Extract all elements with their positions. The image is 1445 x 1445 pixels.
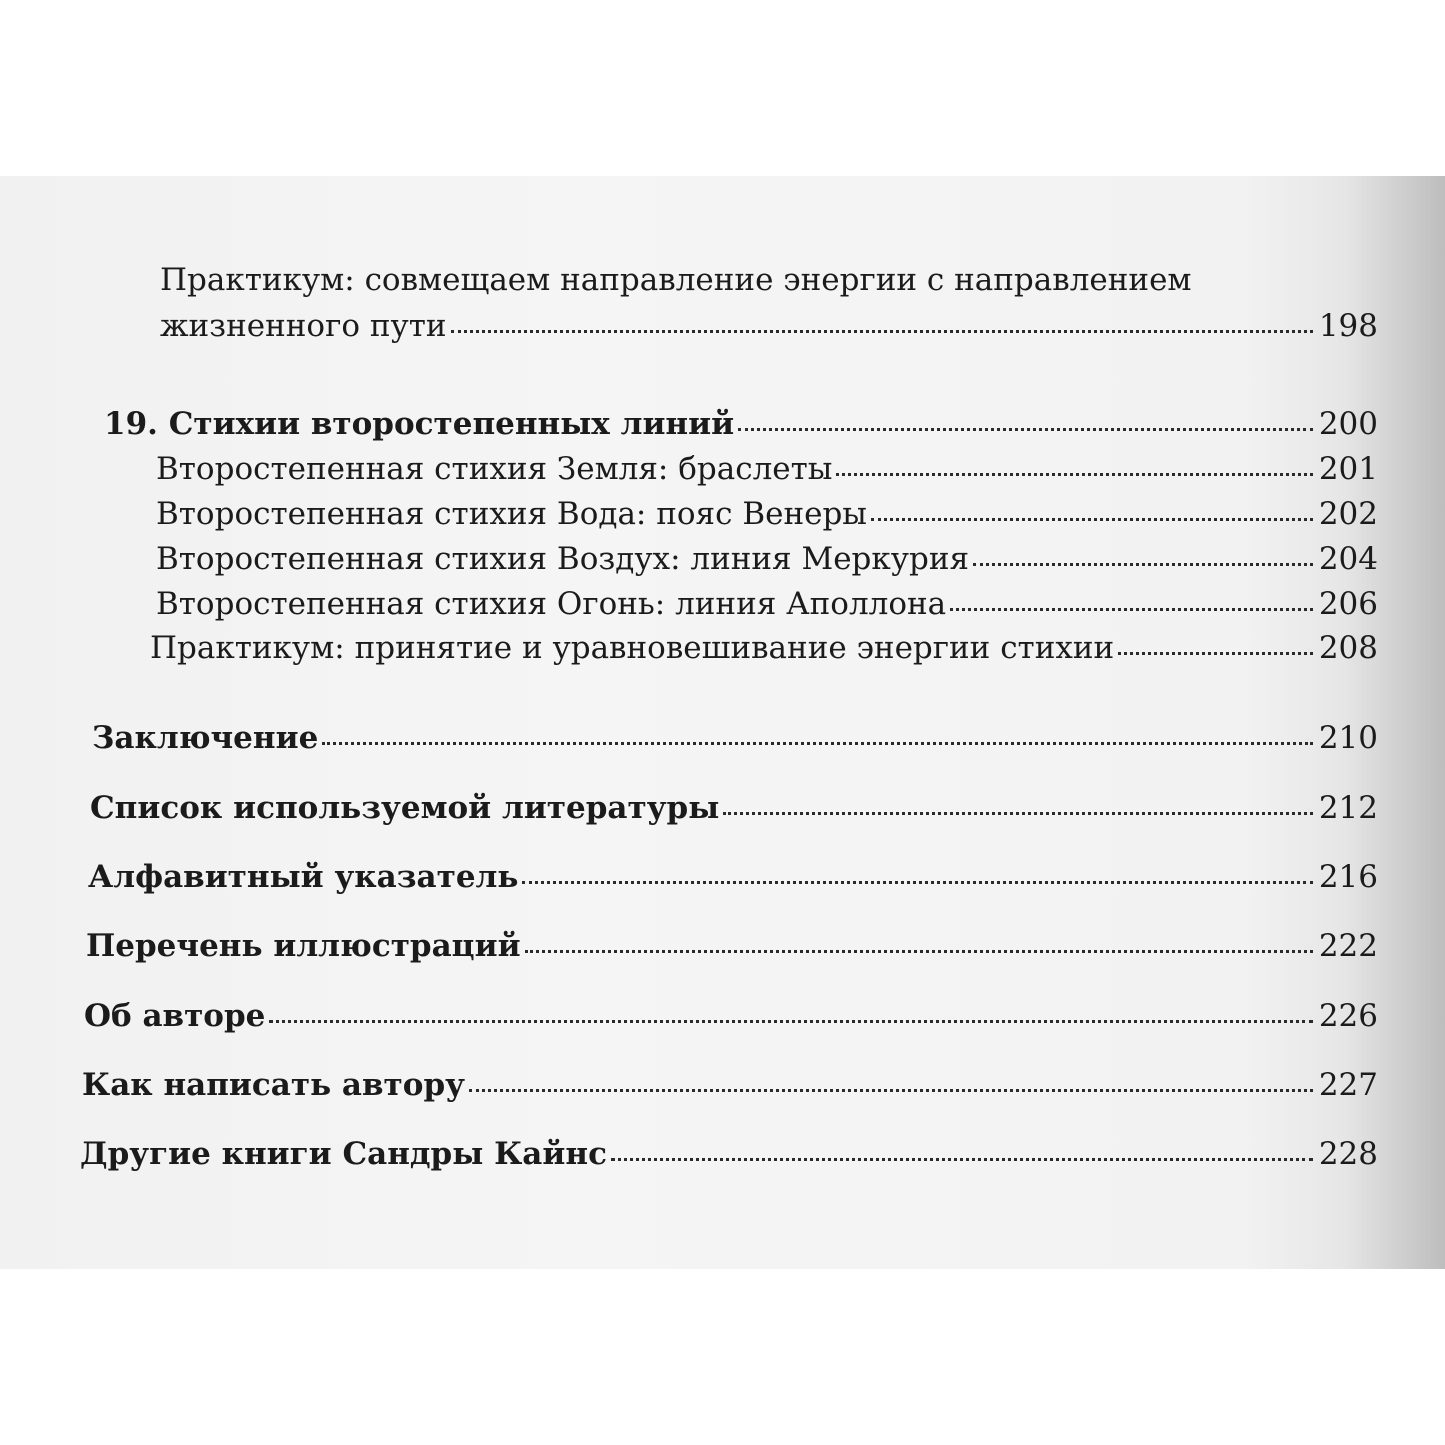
dot-leader <box>950 608 1313 611</box>
toc-entry-title: жизненного пути <box>160 308 447 344</box>
toc-entry-title: Заключение <box>92 720 319 756</box>
toc-entry-section <box>88 857 1378 897</box>
toc-entry <box>156 449 1378 489</box>
toc-entry-page: 206 <box>1318 586 1378 622</box>
toc-entry-page: 228 <box>1318 1136 1378 1172</box>
dot-leader <box>522 881 1312 884</box>
toc-entry-page: 204 <box>1318 541 1378 577</box>
toc-entry <box>156 584 1378 624</box>
toc-entry-title: Как написать автору <box>82 1067 465 1103</box>
toc-entry-section <box>86 926 1378 966</box>
dot-leader <box>322 742 1313 745</box>
dot-leader <box>611 1158 1313 1161</box>
toc-entry-section <box>90 788 1378 828</box>
toc-entry-title: Практикум: принятие и уравновешивание энергии стихии <box>150 630 1115 666</box>
toc-entry-page: 216 <box>1318 859 1378 895</box>
toc-entry-page: 200 <box>1318 406 1378 442</box>
toc-entry-page: 201 <box>1318 451 1378 487</box>
dot-leader <box>469 1089 1313 1092</box>
toc-entry-title: Перечень иллюстраций <box>86 928 521 964</box>
toc-entry-page: 202 <box>1318 496 1378 532</box>
dot-leader <box>525 950 1313 953</box>
toc-entry-page: 198 <box>1318 308 1378 344</box>
dot-leader <box>723 812 1313 815</box>
toc-entry-section <box>80 1134 1378 1174</box>
toc-entry-title: Алфавитный указатель <box>88 859 519 895</box>
toc-entry-page: 212 <box>1318 790 1378 826</box>
toc-entry-title: Второстепенная стихия Вода: пояс Венеры <box>156 496 867 532</box>
dot-leader <box>451 330 1313 333</box>
dot-leader <box>269 1020 1312 1023</box>
toc-entry <box>156 539 1378 579</box>
dot-leader <box>973 563 1313 566</box>
toc-entry-page: 227 <box>1318 1067 1378 1103</box>
dot-leader <box>738 428 1313 431</box>
toc-entry-section <box>92 718 1378 758</box>
toc-practicum-line1: Практикум: совмещаем направление энергии с направлением <box>160 262 1192 298</box>
toc-entry-section <box>84 996 1378 1036</box>
toc-entry-section <box>82 1065 1378 1105</box>
toc-entry <box>160 306 1378 346</box>
toc-entry-page: 208 <box>1318 630 1378 666</box>
toc-entry-title: Второстепенная стихия Огонь: линия Аполлона <box>156 586 947 622</box>
toc-entry-page: 226 <box>1318 998 1378 1034</box>
dot-leader <box>871 518 1313 521</box>
toc-entry-title: Другие книги Сандры Кайнс <box>80 1136 607 1172</box>
toc-entry-page: 210 <box>1318 720 1378 756</box>
toc-entry-title: Об авторе <box>84 998 266 1034</box>
dot-leader <box>1118 652 1313 655</box>
toc-entry-title: 19. Стихии второстепенных линий <box>104 406 735 442</box>
dot-leader <box>836 473 1312 476</box>
toc-entry-page: 222 <box>1318 928 1378 964</box>
book-page <box>0 176 1445 1269</box>
toc-entry-title: Второстепенная стихия Воздух: линия Меркурия <box>156 541 970 577</box>
toc-entry <box>156 494 1378 534</box>
toc-entry-chapter <box>104 404 1378 444</box>
toc-entry-title: Список используемой литературы <box>90 790 720 826</box>
table-of-contents <box>0 176 1445 1269</box>
toc-entry <box>150 628 1378 668</box>
toc-entry-title: Второстепенная стихия Земля: браслеты <box>156 451 833 487</box>
